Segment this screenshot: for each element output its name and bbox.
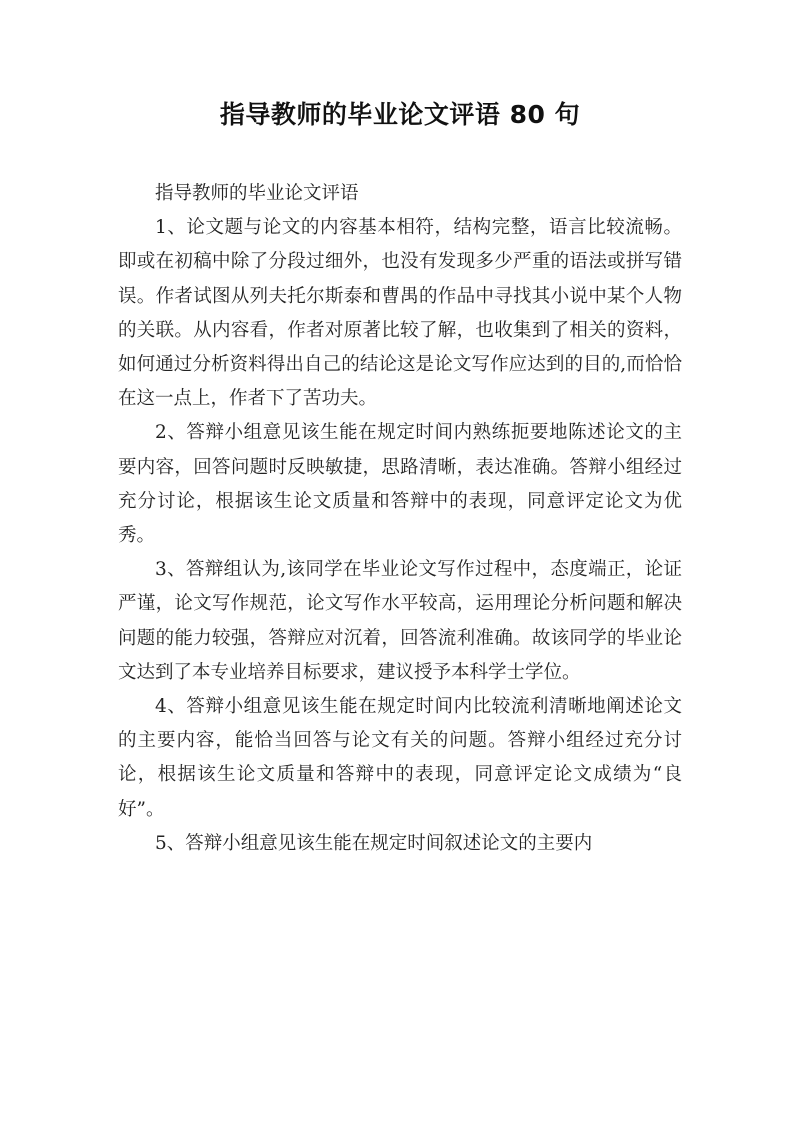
- paragraph-comment-1: 1、论文题与论文的内容基本相符，结构完整，语言比较流畅。即或在初稿中除了分段过细外，也没有发现多少严重的语法或拼写错误。作者试图从列夫托尔斯泰和曹禺的作品中寻找其小说中某个人物的关联。从内容看，作者对原著比较了解，也收集到了相关的资料，如何通过分析资料得出自己的结论这是论文写作应达到的目的,而恰恰在这一点上，作者下了苦功夫。: [118, 217, 682, 410]
- paragraph-comment-3: 3、答辩组认为,该同学在毕业论文写作过程中，态度端正，论证严谨，论文写作规范，论文写作水平较高，运用理论分析问题和解决问题的能力较强，答辩应对沉着，回答流利准确。故该同学的毕业论文达到了本专业培养目标要求，建议授予本科学士学位。: [118, 559, 682, 683]
- paragraph-comment-2: 2、答辩小组意见该生能在规定时间内熟练扼要地陈述论文的主要内容，回答问题时反映敏捷，思路清晰，表达准确。答辩小组经过充分讨论，根据该生论文质量和答辩中的表现，同意评定论文为优秀。: [118, 422, 682, 547]
- document-title: 指导教师的毕业论文评语 80 句: [219, 100, 581, 129]
- paragraph-comment-4: 4、答辩小组意见该生能在规定时间内比较流利清晰地阐述论文的主要内容，能恰当回答与论文有关的问题。答辩小组经过充分讨论，根据该生论文质量和答辩中的表现，同意评定论文成绩为“良好”。: [118, 696, 682, 820]
- paragraph-comment-5: 5、答辩小组意见该生能在规定时间叙述论文的主要内: [155, 832, 593, 854]
- document-body: [118, 177, 682, 861]
- paragraph-subtitle: 指导教师的毕业论文评语: [155, 183, 359, 204]
